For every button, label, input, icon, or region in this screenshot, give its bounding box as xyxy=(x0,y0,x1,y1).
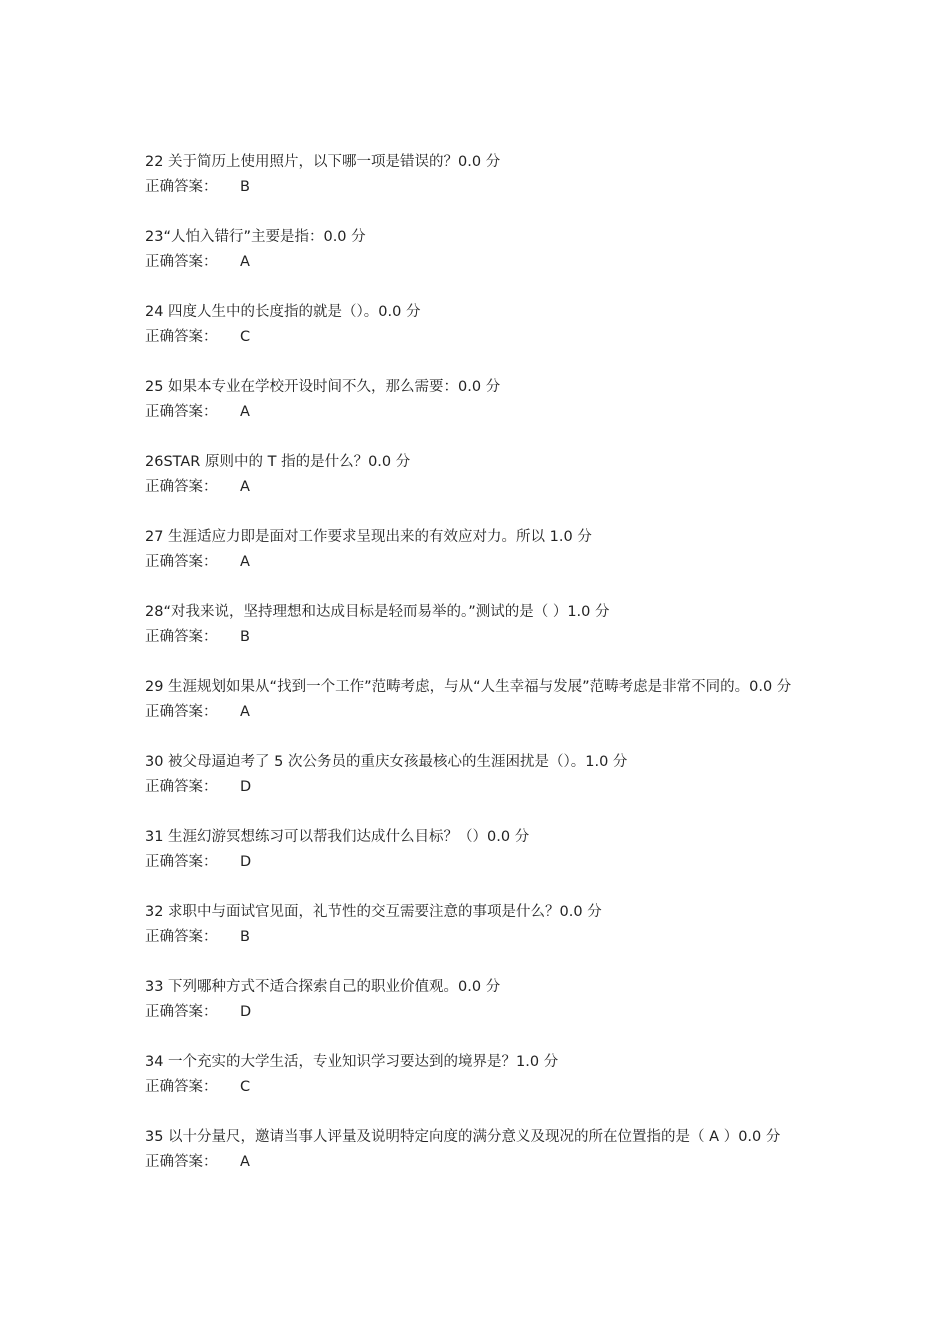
answer-value: A xyxy=(240,254,250,270)
question-text: 26STAR 原则中的 T 指的是什么？0.0 分 xyxy=(145,454,411,470)
question-text: 31 生涯幻游冥想练习可以帮我们达成什么目标？（）0.0 分 xyxy=(145,829,530,845)
answer-row xyxy=(145,625,815,650)
answer-value: B xyxy=(240,629,250,645)
answer-label: 正确答案： xyxy=(145,704,218,720)
question-text: 29 生涯规划如果从“找到一个工作”范畴考虑，与从“人生幸福与发展”范畴考虑是非常不同的。0.0 分 xyxy=(145,679,792,695)
question-item-23 xyxy=(145,225,815,275)
question-item-28 xyxy=(145,600,815,650)
question-item-34 xyxy=(145,1050,815,1100)
answer-row xyxy=(145,850,815,875)
answer-label: 正确答案： xyxy=(145,779,218,795)
question-item-25 xyxy=(145,375,815,425)
question-text: 27 生涯适应力即是面对工作要求呈现出来的有效应对力。所以 1.0 分 xyxy=(145,529,592,545)
answer-value: D xyxy=(240,779,252,795)
question-item-22 xyxy=(145,150,815,200)
answer-value: D xyxy=(240,1004,252,1020)
question-text: 35 以十分量尺，邀请当事人评量及说明特定向度的满分意义及现况的所在位置指的是（ A ）0.0 分 xyxy=(145,1129,781,1145)
answer-label: 正确答案： xyxy=(145,629,218,645)
question-text: 30 被父母逼迫考了 5 次公务员的重庆女孩最核心的生涯困扰是（）。1.0 分 xyxy=(145,754,628,770)
answer-value: C xyxy=(240,329,251,345)
question-text: 34 一个充实的大学生活，专业知识学习要达到的境界是？1.0 分 xyxy=(145,1054,559,1070)
answer-value: B xyxy=(240,929,250,945)
answer-value: A xyxy=(240,404,250,420)
question-item-29 xyxy=(145,675,815,725)
answer-label: 正确答案： xyxy=(145,179,218,195)
answer-row xyxy=(145,325,815,350)
question-item-30 xyxy=(145,750,815,800)
answer-label: 正确答案： xyxy=(145,854,218,870)
answer-label: 正确答案： xyxy=(145,929,218,945)
question-item-31 xyxy=(145,825,815,875)
answer-value: A xyxy=(240,554,250,570)
answer-label: 正确答案： xyxy=(145,479,218,495)
question-item-26 xyxy=(145,450,815,500)
answer-row xyxy=(145,1075,815,1100)
answer-value: A xyxy=(240,479,250,495)
answer-value: B xyxy=(240,179,250,195)
question-item-32 xyxy=(145,900,815,950)
question-text: 25 如果本专业在学校开设时间不久，那么需要：0.0 分 xyxy=(145,379,501,395)
answer-row xyxy=(145,250,815,275)
answer-row xyxy=(145,925,815,950)
question-text: 23“人怕入错行”主要是指：0.0 分 xyxy=(145,229,366,245)
answer-label: 正确答案： xyxy=(145,329,218,345)
answer-row xyxy=(145,775,815,800)
answer-label: 正确答案： xyxy=(145,404,218,420)
question-item-24 xyxy=(145,300,815,350)
answer-value: C xyxy=(240,1079,251,1095)
answer-row xyxy=(145,475,815,500)
answer-row xyxy=(145,175,815,200)
answer-label: 正确答案： xyxy=(145,1154,218,1170)
answer-row xyxy=(145,1150,815,1175)
question-text: 22 关于简历上使用照片，以下哪一项是错误的？0.0 分 xyxy=(145,154,501,170)
answer-row xyxy=(145,400,815,425)
question-text: 33 下列哪种方式不适合探索自己的职业价值观。0.0 分 xyxy=(145,979,501,995)
question-text: 32 求职中与面试官见面，礼节性的交互需要注意的事项是什么？0.0 分 xyxy=(145,904,602,920)
question-text: 24 四度人生中的长度指的就是（）。0.0 分 xyxy=(145,304,421,320)
answer-value: A xyxy=(240,704,250,720)
question-list xyxy=(145,150,815,1200)
answer-row xyxy=(145,700,815,725)
answer-row xyxy=(145,550,815,575)
answer-label: 正确答案： xyxy=(145,254,218,270)
question-item-27 xyxy=(145,525,815,575)
answer-label: 正确答案： xyxy=(145,1004,218,1020)
answer-value: A xyxy=(240,1154,250,1170)
question-item-35 xyxy=(145,1125,815,1175)
question-text: 28“对我来说，坚持理想和达成目标是轻而易举的。”测试的是（ ）1.0 分 xyxy=(145,604,610,620)
answer-label: 正确答案： xyxy=(145,554,218,570)
answer-value: D xyxy=(240,854,252,870)
answer-label: 正确答案： xyxy=(145,1079,218,1095)
answer-row xyxy=(145,1000,815,1025)
question-item-33 xyxy=(145,975,815,1025)
